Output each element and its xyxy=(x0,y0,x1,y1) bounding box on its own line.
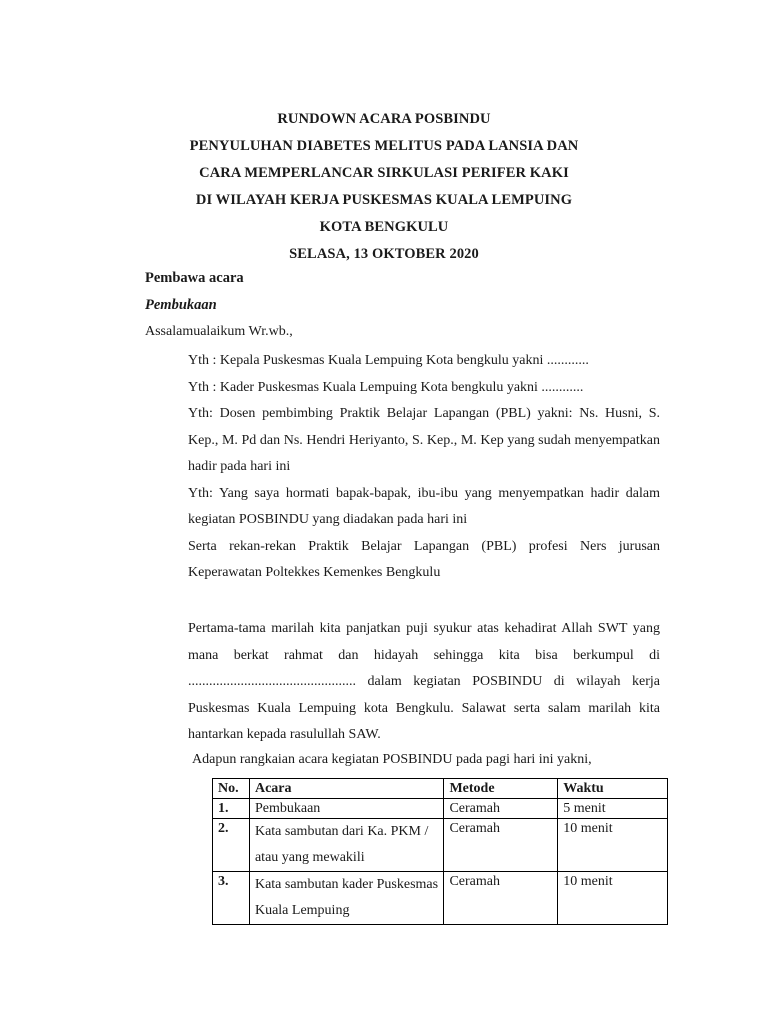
table-header-waktu: Waktu xyxy=(558,779,668,799)
title-line: CARA MEMPERLANCAR SIRKULASI PERIFER KAKI xyxy=(199,165,569,181)
opening-paragraph xyxy=(188,616,660,749)
greeting-text: Assalamualaikum Wr.wb., xyxy=(145,324,293,339)
agenda-intro: Adapun rangkaian acara kegiatan POSBINDU pada pagi hari ini yakni, xyxy=(192,752,592,767)
salutation-item: Yth : Kepala Puskesmas Kuala Lempuing Kota bengkulu yakni ............ xyxy=(188,353,589,368)
table-cell-waktu: 10 menit xyxy=(558,819,668,872)
opening-paragraph-text: Pertama-tama marilah kita panjatkan puji syukur atas kehadirat Allah SWT yang mana berkat rahmat dan hidayah sehingga kita bisa berkumpul di ................................................ dalam kegiatan POSBINDU di wilayah kerja Puskesmas Kuala Lempuing kota Bengkulu. Salawat serta salam marilah kita hantarkan kepada rasulullah SAW. xyxy=(188,621,660,742)
section-heading-opening: Pembukaan xyxy=(145,297,217,313)
document-title xyxy=(0,106,768,268)
table-header-acara: Acara xyxy=(249,779,443,799)
table-cell-metode: Ceramah xyxy=(444,799,558,819)
table-cell-waktu: 10 menit xyxy=(558,872,668,925)
table-cell-waktu: 5 menit xyxy=(558,799,668,819)
salutation-item: Yth: Dosen pembimbing Praktik Belajar Lapangan (PBL) yakni: Ns. Husni, S. Kep., M. Pd dan Ns. Hendri Heriyanto, S. Kep., M. Kep yang sudah menyempatkan hadir pada hari ini xyxy=(188,406,660,474)
title-line: PENYULUHAN DIABETES MELITUS PADA LANSIA DAN xyxy=(189,138,579,154)
table-cell-no: 2. xyxy=(213,819,250,872)
salutation-item: Yth: Yang saya hormati bapak-bapak, ibu-ibu yang menyempatkan hadir dalam kegiatan POSBINDU yang diadakan pada hari ini xyxy=(188,485,660,527)
title-line: DI WILAYAH KERJA PUSKESMAS KUALA LEMPUING xyxy=(195,192,573,208)
table-cell-no: 1. xyxy=(213,799,250,819)
title-line: SELASA, 13 OKTOBER 2020 xyxy=(289,246,479,262)
title-line: RUNDOWN ACARA POSBINDU xyxy=(277,111,491,127)
title-line: KOTA BENGKULU xyxy=(319,219,449,235)
table-row xyxy=(213,872,668,925)
table-cell-metode: Ceramah xyxy=(444,819,558,872)
agenda-table xyxy=(212,778,668,925)
salutation-list xyxy=(188,348,660,587)
table-header-metode: Metode xyxy=(444,779,558,799)
table-row xyxy=(213,819,668,872)
table-cell-acara: Pembukaan xyxy=(249,799,443,819)
table-header-no: No. xyxy=(213,779,250,799)
table-cell-no: 3. xyxy=(213,872,250,925)
table-header-row xyxy=(213,779,668,799)
section-heading-host: Pembawa acara xyxy=(145,270,244,286)
table-row xyxy=(213,799,668,819)
table-cell-acara: Kata sambutan dari Ka. PKM / atau yang mewakili xyxy=(249,819,443,872)
table-cell-metode: Ceramah xyxy=(444,872,558,925)
table-cell-acara: Kata sambutan kader Puskesmas Kuala Lempuing xyxy=(249,872,443,925)
salutation-item: Serta rekan-rekan Praktik Belajar Lapangan (PBL) profesi Ners jurusan Keperawatan Poltekkes Kemenkes Bengkulu xyxy=(188,538,660,580)
salutation-item: Yth : Kader Puskesmas Kuala Lempuing Kota bengkulu yakni ............ xyxy=(188,379,584,395)
